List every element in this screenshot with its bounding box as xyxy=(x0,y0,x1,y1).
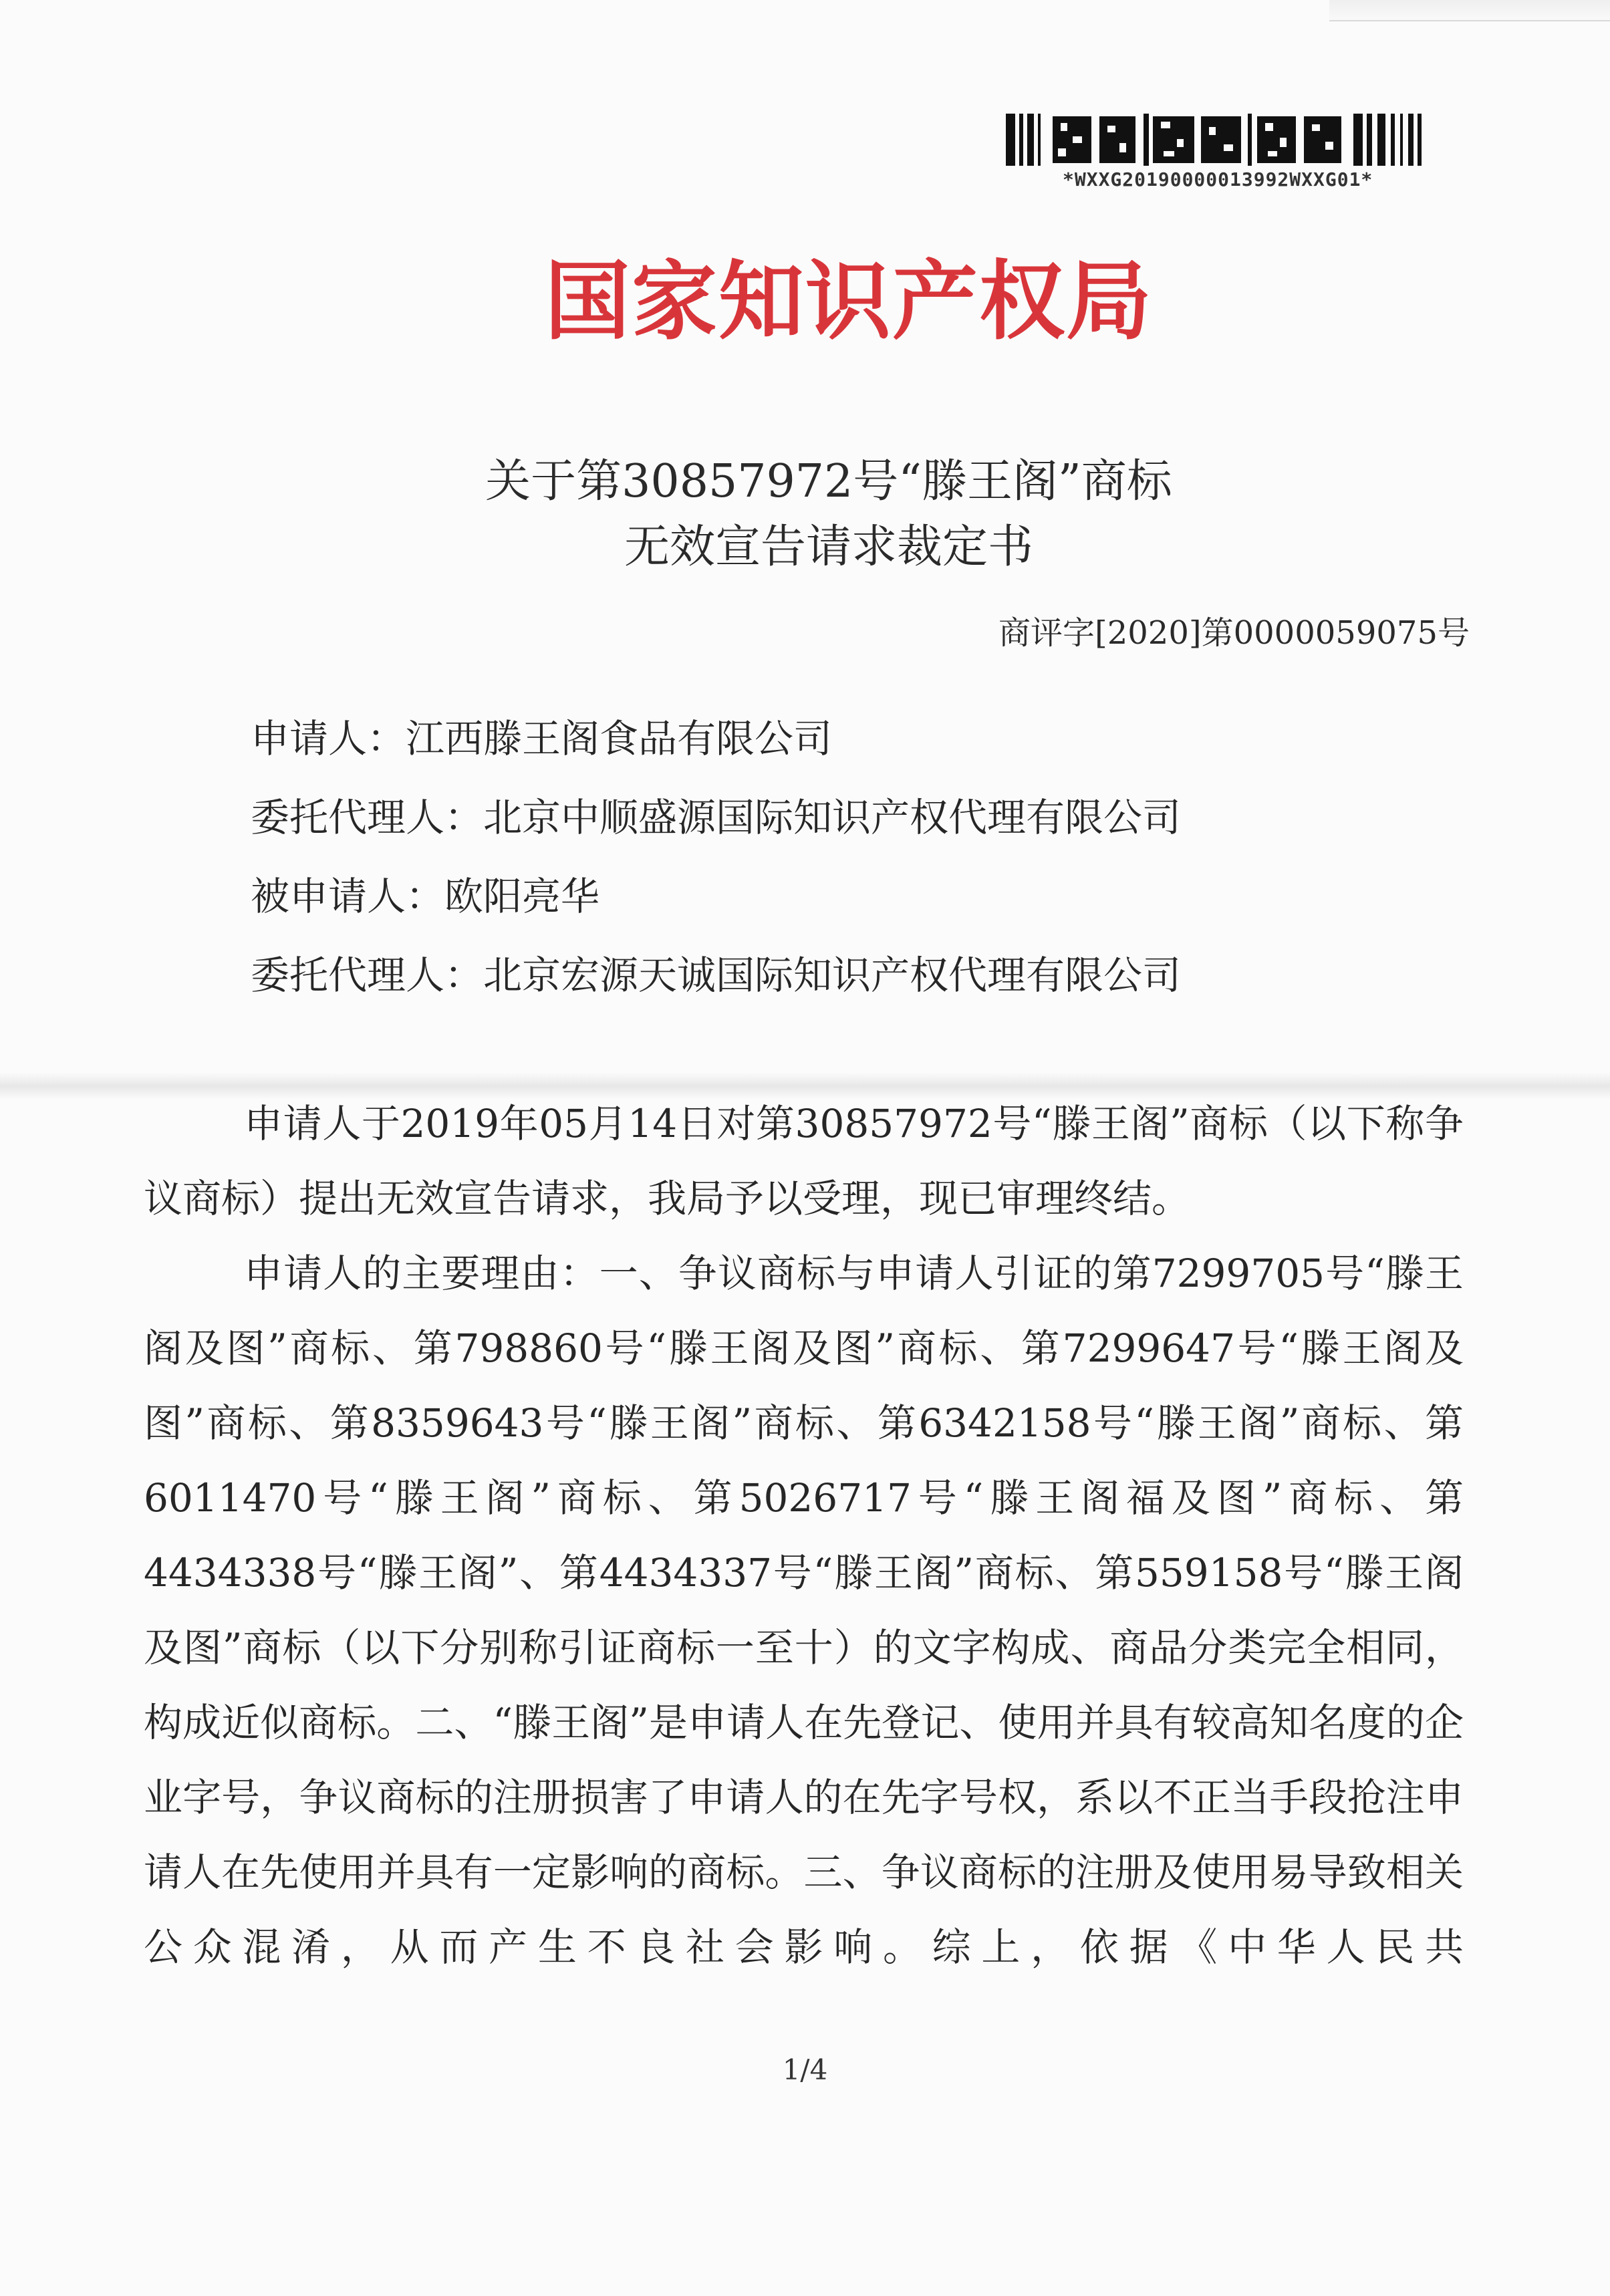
parties-section xyxy=(251,709,1454,1024)
title-line-2: 无效宣告请求裁定书 xyxy=(624,521,1033,573)
party-value: 江西滕王阁食品有限公司 xyxy=(406,716,833,761)
page-number: 1/4 xyxy=(782,2053,828,2086)
document-number: 商评字[2020]第0000059075号 xyxy=(998,614,1470,652)
party-label: 申请人： xyxy=(251,716,406,761)
party-value: 北京宏源天诚国际知识产权代理有限公司 xyxy=(483,952,1182,998)
organization-title: 国家知识产权局 xyxy=(545,252,1154,352)
party-respondent-agent xyxy=(251,945,1454,1024)
party-applicant-agent xyxy=(251,787,1454,866)
barcode-number: *WXXG20190000013992WXXG01* xyxy=(1063,168,1373,190)
title-line-1: 关于第30857972号“滕王阁”商标 xyxy=(485,455,1172,508)
paragraph-acceptance: 申请人于2019年05月14日对第30857972号“滕王阁”商标（以下称争议商标）提出无效宣告请求，我局予以受理，现已审理终结。 xyxy=(144,1101,1464,1221)
body-text xyxy=(144,1086,1464,1985)
document-title xyxy=(461,449,1196,580)
paragraph-applicant-reasons: 申请人的主要理由：一、争议商标与申请人引证的第7299705号“滕王阁及图”商标、第798860号“滕王阁及图”商标、第7299647号“滕王阁及图”商标、第8359643号“滕王阁”商标、第6342158号“滕王阁”商标、第6011470号“滕王阁”商标、第5026717号“滕王阁福及图”商标、第4434338号“滕王阁”、第4434337号“滕王阁”商标、第559158号“滕王阁及图”商标（以下分别称引证商标一至十）的文字构成、商品分类完全相同，构成近似商标。二、“滕王阁”是申请人在先登记、使用并具有较高知名度的企业字号，争议商标的注册损害了申请人的在先字号权，系以不正当手段抢注申请人在先使用并具有一定影响的商标。三、争议商标的注册及使用易导致相关公众混淆，从而产生不良社会影响。综上，依据《中华人民共 xyxy=(144,1251,1464,1970)
party-value: 北京中顺盛源国际知识产权代理有限公司 xyxy=(483,795,1182,840)
party-value: 欧阳亮华 xyxy=(444,874,600,919)
party-label: 委托代理人： xyxy=(251,952,484,998)
scan-edge xyxy=(1329,0,1610,21)
barcode-image xyxy=(1006,114,1424,166)
party-applicant xyxy=(251,709,1454,787)
party-label: 被申请人： xyxy=(251,874,445,919)
party-respondent xyxy=(251,866,1454,945)
party-label: 委托代理人： xyxy=(251,795,484,840)
